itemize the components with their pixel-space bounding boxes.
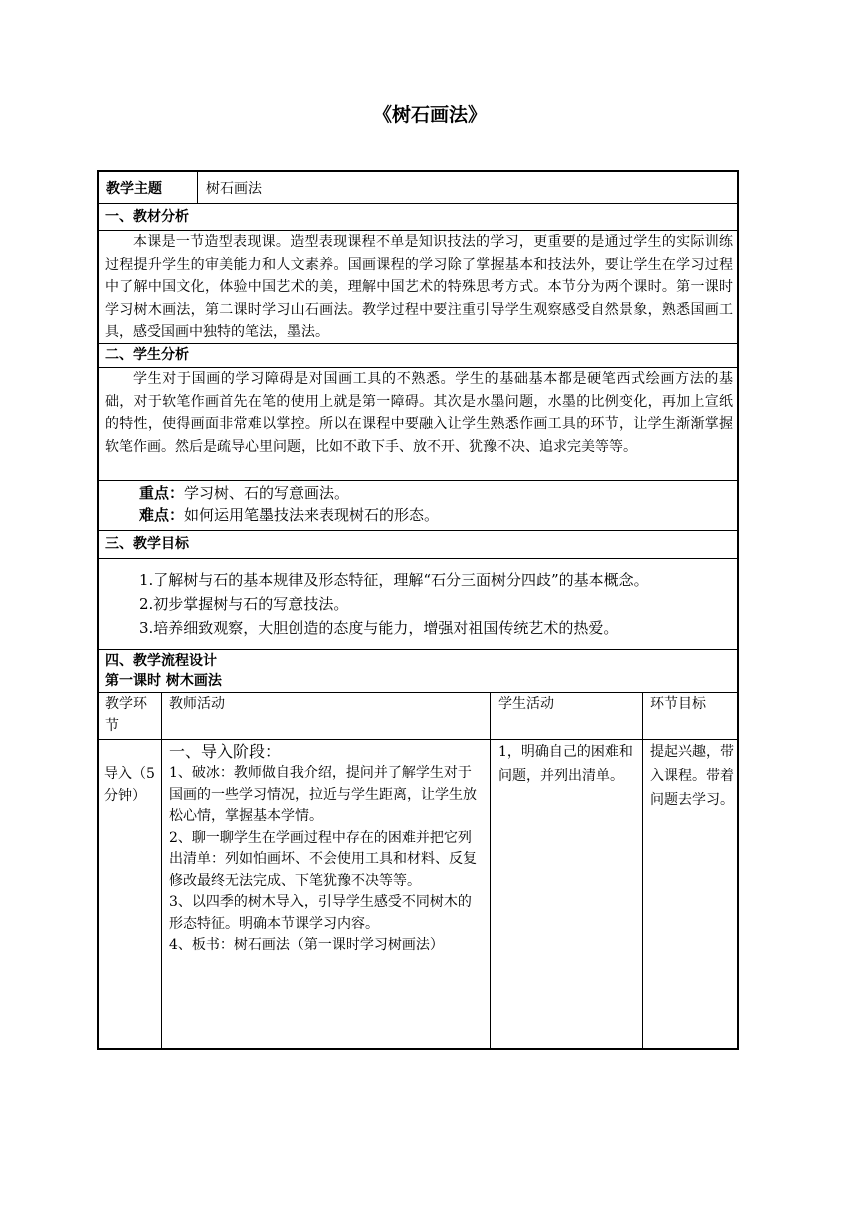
section-heading-textbook-analysis: 一、教材分析	[105, 209, 189, 225]
row-divider	[97, 480, 739, 481]
teacher-activity-line: 4、板书：树石画法（第一课时学习树画法）	[169, 937, 444, 953]
difficulty-text: 如何运用笔墨技法来表现树石的形态。	[184, 506, 440, 524]
student-analysis-body: 学生对于国画的学习障碍是对国画工具的不熟悉。学生的基础基本都是硬笔西式绘画方法的基础，对于软笔作画首先在笔的使用上就是第一障碍。其次是水墨问题，水墨的比例变化，再加上宣纸的特性，使得画面非常难以掌控。所以在课程中要融入让学生熟悉作画工具的环节，让学生渐渐掌握软笔作画。然后是疏导心里问题，比如不敢下手、放不开、犹豫不决、追求完美等等。	[105, 371, 733, 455]
column-divider	[161, 692, 162, 1049]
textbook-analysis-body: 本课是一节造型表现课。造型表现课程不单是知识技法的学习，更重要的是通过学生的实际训练过程提升学生的审美能力和人文素养。国画课程的学习除了掌握基本和技法外，要让学生在学习过程中了解中国文化，体验中国艺术的美，理解中国艺术的特殊思考方式。本节分为两个课时。第一课时学习树木画法，第二课时学习山石画法。教学过程中要注重引导学生观察感受自然景象，熟悉国画工具，感受国画中独特的笔法，墨法。	[105, 234, 733, 340]
column-header-teacher-activity: 教师活动	[169, 696, 225, 712]
section-heading-teaching-goals: 三、教学目标	[105, 536, 189, 552]
teacher-activity-line: 2、聊一聊学生在学画过程中存在的困难并把它列出清单：列如怕画坏、不会使用工具和材料、反复修改最终无法完成、下笔犹豫不决等等。	[169, 829, 477, 889]
row-divider	[97, 203, 739, 204]
goal-item: 1.了解树与石的基本规律及形态特征，理解“石分三面树分四歧”的基本概念。	[139, 571, 649, 589]
stage-cell: 导入（5分钟）	[104, 766, 155, 804]
difficulty-point	[139, 505, 439, 525]
document-title: 《树石画法》	[372, 104, 487, 126]
column-divider	[490, 692, 491, 1049]
column-header-student-activity: 学生活动	[498, 696, 554, 712]
goal-item: 2.初步掌握树与石的写意技法。	[139, 595, 349, 613]
difficulty-label: 难点：	[139, 506, 185, 524]
stage-goal-cell: 提起兴趣，带入课程。带着问题去学习。	[650, 744, 734, 808]
section-heading-student-analysis: 二、学生分析	[105, 347, 189, 363]
section-heading-teaching-flow: 四、教学流程设计	[105, 653, 217, 669]
column-header-stage-goal: 环节目标	[650, 696, 706, 712]
focus-label: 重点：	[139, 484, 185, 502]
row-divider	[97, 649, 739, 650]
column-divider	[642, 692, 643, 1049]
lesson-title: 第一课时 树木画法	[105, 673, 222, 689]
focus-point	[139, 483, 349, 503]
row-divider	[97, 530, 739, 531]
student-activity-cell: 1，明确自己的困难和问题，并列出清单。	[498, 744, 633, 784]
teacher-activity-line: 1、破冰：教师做自我介绍，提问并了解学生对于国画的一些学习情况，拉近与学生距离，让学生放松心情，掌握基本学情。	[169, 765, 477, 824]
row-divider	[97, 558, 739, 559]
teacher-activity-line: 一、导入阶段：	[169, 742, 282, 761]
topic-value: 树石画法	[206, 181, 262, 197]
focus-text: 学习树、石的写意画法。	[184, 484, 350, 502]
topic-label: 教学主题	[106, 181, 162, 197]
column-divider	[197, 172, 198, 203]
teacher-activity-cell	[169, 740, 484, 957]
column-header-stage: 教学环节	[105, 696, 147, 734]
teacher-activity-line: 3、以四季的树木导入，引导学生感受不同树木的形态特征。明确本节课学习内容。	[169, 894, 472, 932]
goal-item: 3.培养细致观察，大胆创造的态度与能力，增强对祖国传统艺术的热爱。	[139, 619, 619, 637]
